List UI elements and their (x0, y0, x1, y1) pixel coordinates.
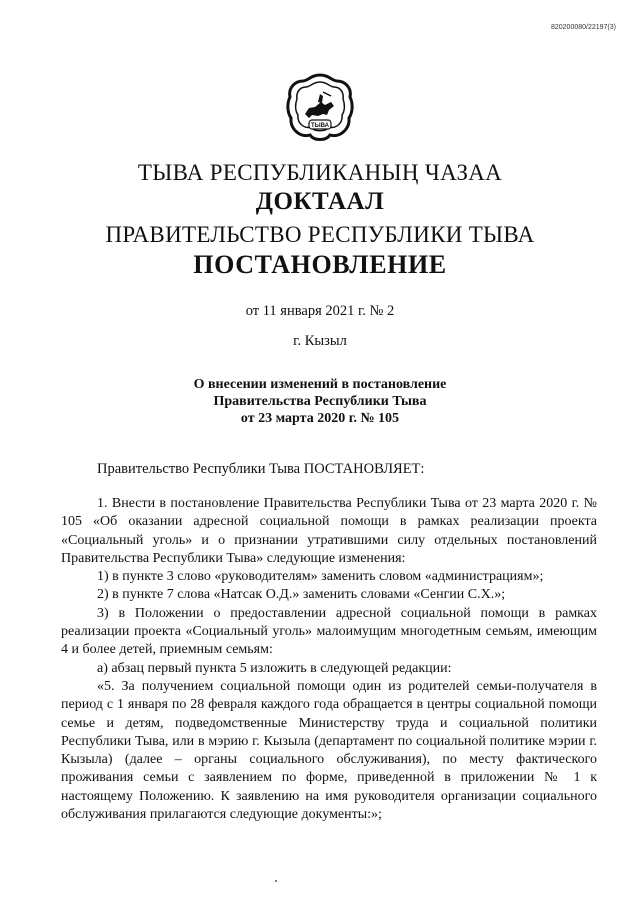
title-postanovlenie: ПОСТАНОВЛЕНИЕ (193, 250, 447, 279)
title-government-republic-tyva: ПРАВИТЕЛЬСТВО РЕСПУБЛИКИ ТЫВА (105, 222, 535, 247)
body-paragraph: а) абзац первый пункта 5 изложить в следующей редакции: (97, 660, 452, 676)
subject-title-line: от 23 марта 2020 г. № 105 (240, 411, 400, 426)
decree-subject-title (0, 376, 640, 427)
decree-body (61, 495, 597, 824)
body-paragraph: 2) в пункте 7 слова «Натсак О.Д.» заменить словами «Сенгии С.Х.»; (97, 587, 506, 603)
document-number: 820200080/22197(3) (550, 24, 616, 31)
title-doktaal: ДОКТААЛ (255, 188, 385, 215)
body-paragraph: «5. За получением социальной помощи один из родителей семьи-получателя в период с 1 января по 28 февраля каждого года обращается в центры социальной помощи семье и детям, подведомственные Министерству труда и социальной политики Республики Тыва, или в мэрию г. Кызыла (департамент по социальной политике мэрии г. Кызыла) (далее – органы социального обслуживания), по месту фактического проживания семьи с заявлением по форме, приведенной в приложении № 1 к настоящему Положению. К заявлению на имя руководителя организации социального обслуживания прилагаются следующие документы:»; (61, 678, 597, 823)
body-paragraph: 1. Внести в постановление Правительства Республики Тыва от 23 марта 2020 г. № 105 «Об оказании адресной социальной помощи в рамках реализации проекта «Социальный уголь» и о признании утратившими силу отдельных постановлений Правительства Республики Тыва» следующие изменения: (61, 496, 597, 566)
title-tyva-republic-government: ТЫВА РЕСПУБЛИКАНЫҢ ЧАЗАА (137, 160, 503, 185)
svg-text:ТЫВА: ТЫВА (311, 123, 329, 129)
subject-title-line: Правительства Республики Тыва (213, 394, 427, 409)
scan-speck (275, 880, 277, 882)
body-paragraph: 3) в Положении о предоставлении адресной социальной помощи в рамках реализации проекта «Социальный уголь» малоимущим многодетным семьям, имеющим 4 и более детей, приемным семьям: (61, 605, 597, 658)
decree-city: г. Кызыл (293, 333, 347, 349)
preamble: Правительство Республики Тыва ПОСТАНОВЛЯЕТ: (97, 461, 425, 477)
subject-title-line: О внесении изменений в постановление (193, 377, 447, 392)
tuva-coat-of-arms-icon (285, 72, 355, 144)
body-paragraph: 1) в пункте 3 слово «руководителям» заменить словом «администрациям»; (97, 569, 544, 585)
decree-date-line: от 11 января 2021 г. № 2 (245, 303, 395, 319)
